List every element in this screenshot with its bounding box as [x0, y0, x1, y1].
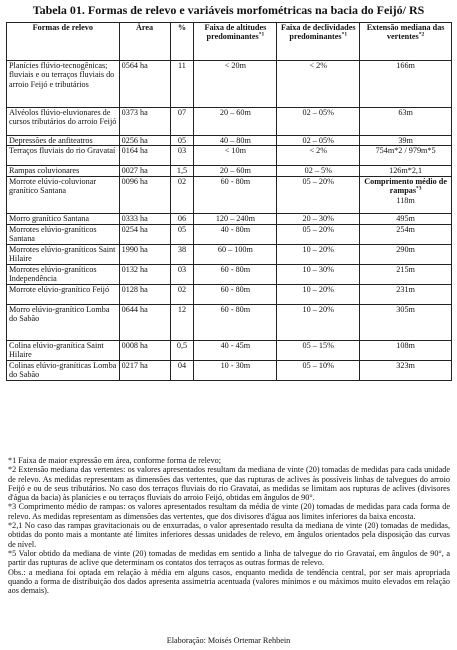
area-cell: 0217 ha	[119, 360, 170, 380]
pct-cell: 03	[170, 146, 194, 166]
footnote: *3 Comprimento médio de rampas: os valores apresentados resultam da média de vinte (20) tomadas de medidas para cada forma de relevo. As medidas representam as dimensões das vertentes, que dos divisores d'água aos limites inferiores da baixa encosta.	[8, 502, 450, 521]
declividade-cell: 05 – 15%	[277, 340, 360, 360]
area-cell: 1990 ha	[119, 244, 170, 264]
declividade-cell: 10 – 20%	[277, 244, 360, 264]
table-row	[7, 244, 452, 264]
declividade-cell: 02 – 05%	[277, 108, 360, 136]
area-cell: 0256 ha	[119, 136, 170, 146]
header-row	[7, 23, 452, 61]
altitude-cell: 120 – 240m	[194, 213, 277, 224]
forma-cell: Planícies flúvio-tecnogênicas; fluviais e ou terraços fluviais do arroio Feijó e tributários	[7, 61, 120, 108]
extensao-cell: 63m	[360, 108, 452, 136]
area-cell: 0333 ha	[119, 213, 170, 224]
declividade-cell: < 2%	[277, 61, 360, 108]
declividade-cell: 20 – 30%	[277, 213, 360, 224]
footnote: *1 Faixa de maior expressão em área, conforme forma de relevo;	[8, 456, 222, 465]
altitude-cell: 60 – 100m	[194, 244, 277, 264]
forma-cell: Depressões de anfiteatros	[7, 136, 120, 146]
declividade-cell: 10 – 20%	[277, 304, 360, 340]
header-declividades: Faixa de declividades predominantes$^{*1}$	[277, 23, 360, 61]
forma-cell: Morro elúvio-granítico Lomba do Sabão	[7, 304, 120, 340]
pct-cell: 06	[170, 213, 194, 224]
forma-cell: Morrotes elúvio-graníticos Independência	[7, 264, 120, 284]
extensao-cell: 108m	[360, 340, 452, 360]
declividade-cell: 05 – 20%	[277, 224, 360, 244]
header-altitudes: Faixa de altitudes predominantes$^{*1}$	[194, 23, 277, 61]
altitude-cell: 60 - 80m	[194, 264, 277, 284]
declividade-cell: 05 – 10%	[277, 360, 360, 380]
declividade-cell: 10 – 30%	[277, 264, 360, 284]
pct-cell: 03	[170, 264, 194, 284]
area-cell: 0128 ha	[119, 284, 170, 304]
footnotes	[8, 456, 450, 595]
altitude-cell: 20 – 60m	[194, 108, 277, 136]
extensao-cell: 305m	[360, 304, 452, 340]
table-row	[7, 340, 452, 360]
extensao-cell: 495m	[360, 213, 452, 224]
forma-cell: Colinas elúvio-graníticas Lomba do Sabão	[7, 360, 120, 380]
extensao-cell: 166m	[360, 61, 452, 108]
extensao-cell: 215m	[360, 264, 452, 284]
table-body	[7, 61, 452, 381]
area-cell: 0132 ha	[119, 264, 170, 284]
area-cell: 0027 ha	[119, 166, 170, 176]
header-pct: %	[170, 23, 194, 61]
altitude-cell: < 20m	[194, 61, 277, 108]
altitude-cell: 10 - 30m	[194, 360, 277, 380]
altitude-cell: 40 - 45m	[194, 340, 277, 360]
forma-cell: Morrote elúvio-granítico Feijó	[7, 284, 120, 304]
altitude-cell: 40 - 80m	[194, 224, 277, 244]
forma-cell: Terraços fluviais do rio Gravataí	[7, 146, 120, 166]
forma-cell: Morro granítico Santana	[7, 213, 120, 224]
table-row	[7, 108, 452, 136]
area-cell: 0164 ha	[119, 146, 170, 166]
morphometric-table	[6, 22, 452, 381]
credit-line: Elaboração: Moisés Ortemar Rehbein	[166, 636, 291, 645]
pct-cell: 11	[170, 61, 194, 108]
declividade-cell: 02 – 5%	[277, 166, 360, 176]
table-row	[7, 213, 452, 224]
area-cell: 0254 ha	[119, 224, 170, 244]
extensao-cell: 290m	[360, 244, 452, 264]
forma-cell: Morrote elúvio-coluvionar granítico Santana	[7, 176, 120, 213]
table-row	[7, 264, 452, 284]
header-comprimento-rampas: Comprimento médio de rampas$^{*3}$	[364, 176, 447, 196]
extensao-cell: 254m	[360, 224, 452, 244]
table-row	[7, 176, 452, 213]
area-cell: 0644 ha	[119, 304, 170, 340]
table-row	[7, 224, 452, 244]
table-row	[7, 61, 452, 108]
header-area: Área	[119, 23, 170, 61]
area-cell: 0096 ha	[119, 176, 170, 213]
declividade-cell: 02 – 05%	[277, 136, 360, 146]
header-extensao: Extensão mediana das vertentes$^{*2}$	[360, 23, 452, 61]
pct-cell: 05	[170, 224, 194, 244]
footnote: *2,1 No caso das rampas gravitacionais ou de enxurradas, o valor apresentado resulta da mediana de vinte (20) tomadas de medidas, obtidas do ponto mais a montante até limites inferiores dessas unidades de relevo, em ângulos orientados pela disposição das curvas de nível.	[8, 521, 450, 549]
area-cell: 0373 ha	[119, 108, 170, 136]
pct-cell: 1,5	[170, 166, 194, 176]
forma-cell: Colina elúvio-granítica Saint Hilaire	[7, 340, 120, 360]
footnote: *2 Extensão mediana das vertentes: os valores apresentados resultam da mediana de vinte (20) tomadas de medidas para cada unidade de relevo. As medidas representam as dimensões das vertentes, que das rupturas de aclives às possíveis linhas de talvegues do arroio Feijó e ou de seus tributários. No caso dos terraços fluviais do rio Gravataí, as medidas se limitam aos rupturas de aclives (divisores d'água da bacia) às planícies e ou terraços fluviais do arroio Feijó, obtidas em ângulos de 90°.	[8, 465, 450, 503]
header-formas: Formas de relevo	[7, 23, 120, 61]
altitude-cell: 60 - 80m	[194, 284, 277, 304]
pct-cell: 07	[170, 108, 194, 136]
table-row	[7, 360, 452, 380]
pct-cell: 04	[170, 360, 194, 380]
pct-cell: 02	[170, 284, 194, 304]
table-row	[7, 304, 452, 340]
altitude-cell: 20 – 60m	[194, 166, 277, 176]
altitude-cell: 40 – 80m	[194, 136, 277, 146]
declividade-cell: 10 – 20%	[277, 284, 360, 304]
altitude-cell: 60 - 80m	[194, 304, 277, 340]
extensao-cell: Comprimento médio de rampas$^{*3}$ 118m	[360, 176, 452, 213]
extensao-cell: 126m*2,1	[360, 166, 452, 176]
footnote: *5 Valor obtido da mediana de vinte (20) tomadas de medidas em sentido a linha de talvegue do rio Gravataí, em ângulos de 90°, a partir das rupturas de aclive que determinam os contatos dos terraços as outras formas de relevo.	[8, 548, 450, 568]
footnote: Obs.: a mediana foi optada em relação à média em alguns casos, enquanto medida de tendência central, por ser mais apropriada quando a forma de distribuição dos dados apresenta assimetria acentuada (valores mínimos e ou máximos muito elevados em relação aos demais).	[8, 567, 450, 596]
declividade-cell: < 2%	[277, 146, 360, 166]
pct-cell: 12	[170, 304, 194, 340]
altitude-cell: < 10m	[194, 146, 277, 166]
extensao-cell: 39m	[360, 136, 452, 146]
declividade-cell: 05 – 20%	[277, 176, 360, 213]
extensao-cell: 754m*2 / 979m*5	[360, 146, 452, 166]
table-row	[7, 146, 452, 166]
pct-cell: 0,5	[170, 340, 194, 360]
pct-cell: 02	[170, 176, 194, 213]
extensao-cell: 323m	[360, 360, 452, 380]
table-row	[7, 136, 452, 146]
table-row	[7, 166, 452, 176]
table-title: Tabela 01. Formas de relevo e variáveis morfométricas na bacia do Feijó/ RS	[32, 3, 425, 17]
extensao-cell: 231m	[360, 284, 452, 304]
pct-cell: 38	[170, 244, 194, 264]
altitude-cell: 60 - 80m	[194, 176, 277, 213]
forma-cell: Rampas coluvionares	[7, 166, 120, 176]
forma-cell: Morrotes elúvio-graníticos Saint Hilaire	[7, 244, 120, 264]
area-cell: 0008 ha	[119, 340, 170, 360]
forma-cell: Alvéolos flúvio-eluvionares de cursos tributários do arroio Feijó	[7, 108, 120, 136]
table-row	[7, 284, 452, 304]
pct-cell: 05	[170, 136, 194, 146]
area-cell: 0564 ha	[119, 61, 170, 108]
forma-cell: Morrotes elúvio-graníticos Santana	[7, 224, 120, 244]
